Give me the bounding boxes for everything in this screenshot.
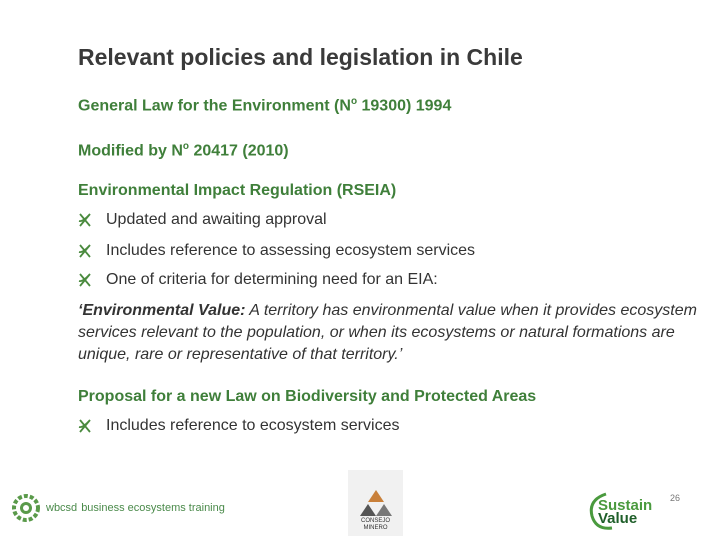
sustain-text: Sustain (598, 497, 653, 514)
bullet-text: Includes reference to assessing ecosystem services (106, 242, 476, 259)
environmental-value-quote (78, 300, 698, 366)
bullet-text: One of criteria for determining need for an EIA: (106, 271, 438, 288)
slide-title: Relevant policies and legislation in Chile (78, 44, 523, 70)
law-heading: General Law for the Environment ($N^o$ 19300) 1994 (78, 96, 452, 115)
training-label: business ecosystems training (81, 502, 225, 514)
cross-checkmark-icon (78, 272, 92, 288)
modified-heading: Modified by $N^o$ 20417 (2010) (78, 141, 289, 160)
quote-text: A territory has environmental value when it provides ecosystem services relevant to the population, or when its ecosystems or natural formations are unique, rare or representative of that territory.’ (78, 302, 697, 363)
cross-checkmark-icon (78, 418, 92, 434)
value-text: Value (598, 510, 638, 527)
rseia-bullet-3 (78, 271, 438, 289)
cross-checkmark-icon (78, 212, 92, 228)
wbcsd-gear-icon (10, 492, 42, 524)
page-number: 26 (670, 493, 681, 503)
rseia-bullet-1 (78, 211, 327, 229)
rseia-bullet-2 (78, 242, 475, 260)
rseia-heading: Environmental Impact Regulation (RSEIA) (78, 182, 397, 199)
consejo-line2: MINERO (363, 525, 388, 531)
bullet-text: Updated and awaiting approval (106, 211, 327, 228)
bullet-text: Includes reference to ecosystem services (106, 417, 400, 434)
quote-label: ‘Environmental Value: (78, 302, 246, 319)
proposal-heading: Proposal for a new Law on Biodiversity and Protected Areas (78, 388, 537, 405)
sustain-value-logo (586, 490, 662, 532)
wbcsd-wordmark: wbcsd (46, 502, 78, 514)
wbcsd-logo (10, 492, 225, 524)
consejo-triangles-icon (358, 488, 394, 518)
proposal-bullet-1 (78, 417, 399, 435)
consejo-minero-logo (348, 470, 403, 536)
consejo-line1: CONSEJO (360, 518, 390, 524)
cross-checkmark-icon (78, 243, 92, 259)
